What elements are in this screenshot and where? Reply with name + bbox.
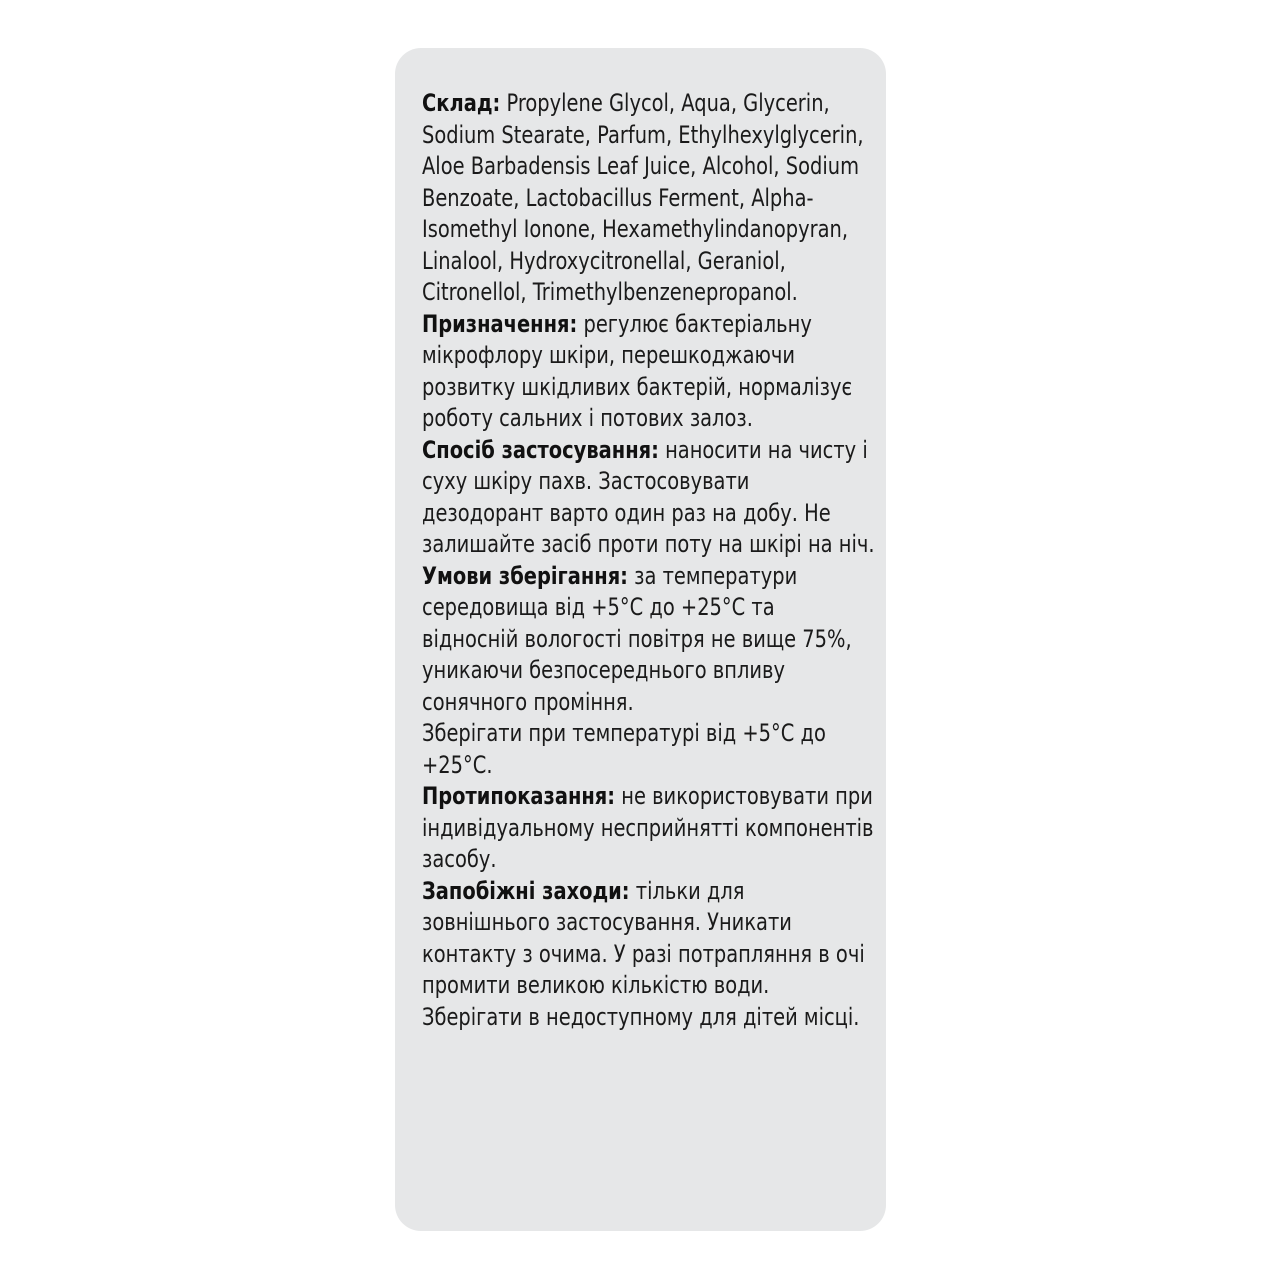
purpose-heading: Призначення:	[422, 309, 578, 338]
composition-text: Propylene Glycol, Aqua, Glycerin, Sodium Stearate, Parfum, Ethylhexylglycerin, Aloe Barbadensis Leaf Juice, Alcohol, Sodium Benzoate, Lactobacillus Ferment, Alpha-Isomethyl Ionone, Hexamethylindanopyran, Linalool, Hydroxycitronellal, Geraniol, Citronellol, Trimethylbenzenepropanol.	[422, 89, 864, 306]
storage-section	[422, 561, 876, 782]
composition-heading: Склад:	[422, 89, 501, 117]
precautions-text: тільки для зовнішнього застосування. Уникати контакту з очима. У разі потрапляння в очі промити великою кількістю води. Зберігати в недоступному для дітей місці.	[422, 876, 865, 1031]
product-label-card	[395, 48, 886, 1231]
storage-text: за температури середовища від +5°C до +25°C та відносній вологості повітря не вище 75%, уникаючи безпосереднього впливу сонячного проміння.	[422, 561, 852, 716]
purpose-section	[422, 309, 876, 435]
contraindications-section	[422, 781, 876, 876]
precautions-section	[422, 876, 876, 1034]
precautions-heading: Запобіжні заходи:	[422, 876, 630, 905]
usage-heading: Спосіб застосування:	[422, 435, 659, 464]
label-text-block	[422, 88, 876, 1033]
purpose-text: регулює бактеріальну мікрофлору шкіри, перешкоджаючи розвитку шкідливих бактерій, нормалізує роботу сальних і потових залоз.	[422, 309, 853, 432]
contraindications-heading: Протипоказання:	[422, 782, 616, 810]
composition-section	[422, 88, 876, 309]
storage-heading: Умови зберігання:	[422, 561, 628, 590]
contraindications-text: не використовувати при індивідуальному несприйнятті компонентів засобу.	[422, 782, 874, 873]
usage-section	[422, 435, 876, 561]
usage-text: наносити на чисту і суху шкіру пахв. Застосовувати дезодорант варто один раз на добу. Не залишайте засіб проти поту на шкірі на ніч.	[422, 435, 875, 558]
storage-extra-text: Зберігати при температурі від +5°C до +25°C.	[422, 719, 826, 779]
